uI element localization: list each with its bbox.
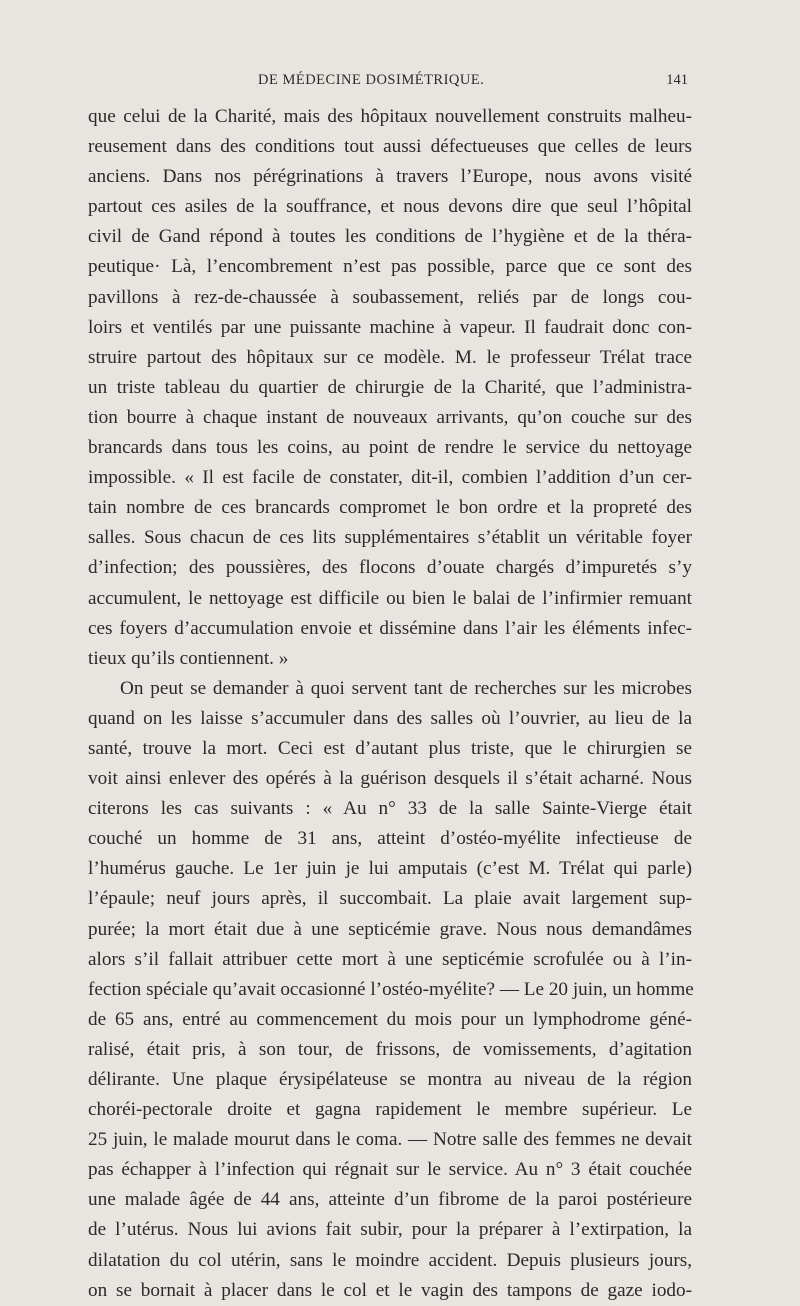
running-title: DE MÉDECINE DOSIMÉTRIQUE.	[258, 72, 485, 88]
text-line: de 65 ans, entré au commencement du mois pour un lymphodrome géné-	[88, 1008, 692, 1030]
text-line: une malade âgée de 44 ans, atteinte d’un fibrome de la paroi postérieure	[88, 1189, 692, 1211]
text-line: voit ainsi enlever des opérés à la guérison desquels il s’était acharné. Nous	[88, 768, 692, 790]
text-line: tion bourre à chaque instant de nouveaux arrivants, qu’on couche sur des	[88, 406, 692, 428]
text-line: l’épaule; neuf jours après, il succombait. La plaie avait largement sup-	[88, 888, 692, 910]
text-line: choréi-pectorale droite et gagna rapidement le membre supérieur. Le	[88, 1099, 692, 1121]
text-line: on se bornait à placer dans le col et le vagin des tampons de gaze iodo-	[88, 1279, 692, 1301]
text-line: anciens. Dans nos pérégrinations à travers l’Europe, nous avons visité	[88, 166, 692, 188]
text-line: pavillons à rez-de-chaussée à soubassement, reliés par de longs cou-	[88, 286, 692, 308]
text-line: couché un homme de 31 ans, atteint d’ostéo-myélite infectieuse de	[88, 828, 692, 850]
page-number: 141	[666, 72, 688, 88]
text-line: d’infection; des poussières, des flocons d’ouate chargés d’impuretés s’y	[88, 557, 692, 579]
text-line: citerons les cas suivants : « Au n° 33 de la salle Sainte-Vierge était	[88, 798, 692, 820]
text-line: quand on les laisse s’accumuler dans des salles où l’ouvrier, au lieu de la	[88, 707, 692, 729]
text-line: que celui de la Charité, mais des hôpitaux nouvellement construits malheu-	[88, 106, 692, 127]
text-line: brancards dans tous les coins, au point de rendre le service du nettoyage	[88, 437, 692, 459]
text-line: dilatation du col utérin, sans le moindre accident. Depuis plusieurs jours,	[88, 1249, 692, 1271]
text-line: 25 juin, le malade mourut dans le coma. — Notre salle des femmes ne devait	[88, 1129, 692, 1151]
text-line: un triste tableau du quartier de chirurgie de la Charité, que l’administra-	[88, 376, 692, 398]
text-line: de l’utérus. Nous lui avions fait subir, pour la préparer à l’extirpation, la	[88, 1219, 692, 1241]
text-line: loirs et ventilés par une puissante machine à vapeur. Il faudrait donc con-	[88, 316, 692, 338]
text-line: ralisé, était pris, à son tour, de frissons, de vomissements, d’agitation	[88, 1038, 692, 1060]
text-line: l’humérus gauche. Le 1er juin je lui amputais (c’est M. Trélat qui parle)	[88, 858, 692, 880]
text-line: On peut se demander à quoi servent tant de recherches sur les microbes	[120, 677, 692, 699]
text-line: reusement dans des conditions tout aussi défectueuses que celles de leurs	[88, 136, 692, 158]
text-line: civil de Gand répond à toutes les conditions de l’hygiène et de la théra-	[88, 226, 692, 248]
text-line: pas échapper à l’infection qui régnait sur le service. Au n° 3 était couchée	[88, 1159, 692, 1181]
text-line: délirante. Une plaque érysipélateuse se montra au niveau de la région	[88, 1069, 692, 1090]
text-line: struire partout des hôpitaux sur ce modèle. M. le professeur Trélat trace	[88, 346, 692, 368]
text-line: salles. Sous chacun de ces lits supplémentaires s’établit un véritable foyer	[88, 527, 692, 549]
page-header	[88, 72, 688, 96]
text-line: impossible. « Il est facile de constater, dit-il, combien l’addition d’un cer-	[88, 467, 692, 489]
body-text	[88, 102, 692, 1306]
text-line: alors s’il fallait attribuer cette mort à une septicémie scrofulée ou à l’in-	[88, 948, 692, 970]
text-line: ces foyers d’accumulation envoie et dissémine dans l’air les éléments infec-	[88, 617, 692, 639]
text-line: purée; la mort était due à une septicémie grave. Nous nous demandâmes	[88, 918, 692, 940]
text-line: tieux qu’ils contiennent. »	[88, 647, 289, 669]
text-line: santé, trouve la mort. Ceci est d’autant plus triste, que le chirurgien se	[88, 737, 692, 759]
text-line: partout ces asiles de la souffrance, et nous devons dire que seul l’hôpital	[88, 196, 692, 218]
text-line: peutique· Là, l’encombrement n’est pas possible, parce que ce sont des	[88, 256, 692, 278]
text-line: fection spéciale qu’avait occasionné l’ostéo-myélite? — Le 20 juin, un homme	[88, 978, 694, 1000]
text-line: accumulent, le nettoyage est difficile ou bien le balai de l’infirmier remuant	[88, 587, 692, 609]
text-line: tain nombre de ces brancards compromet le bon ordre et la propreté des	[88, 497, 692, 519]
